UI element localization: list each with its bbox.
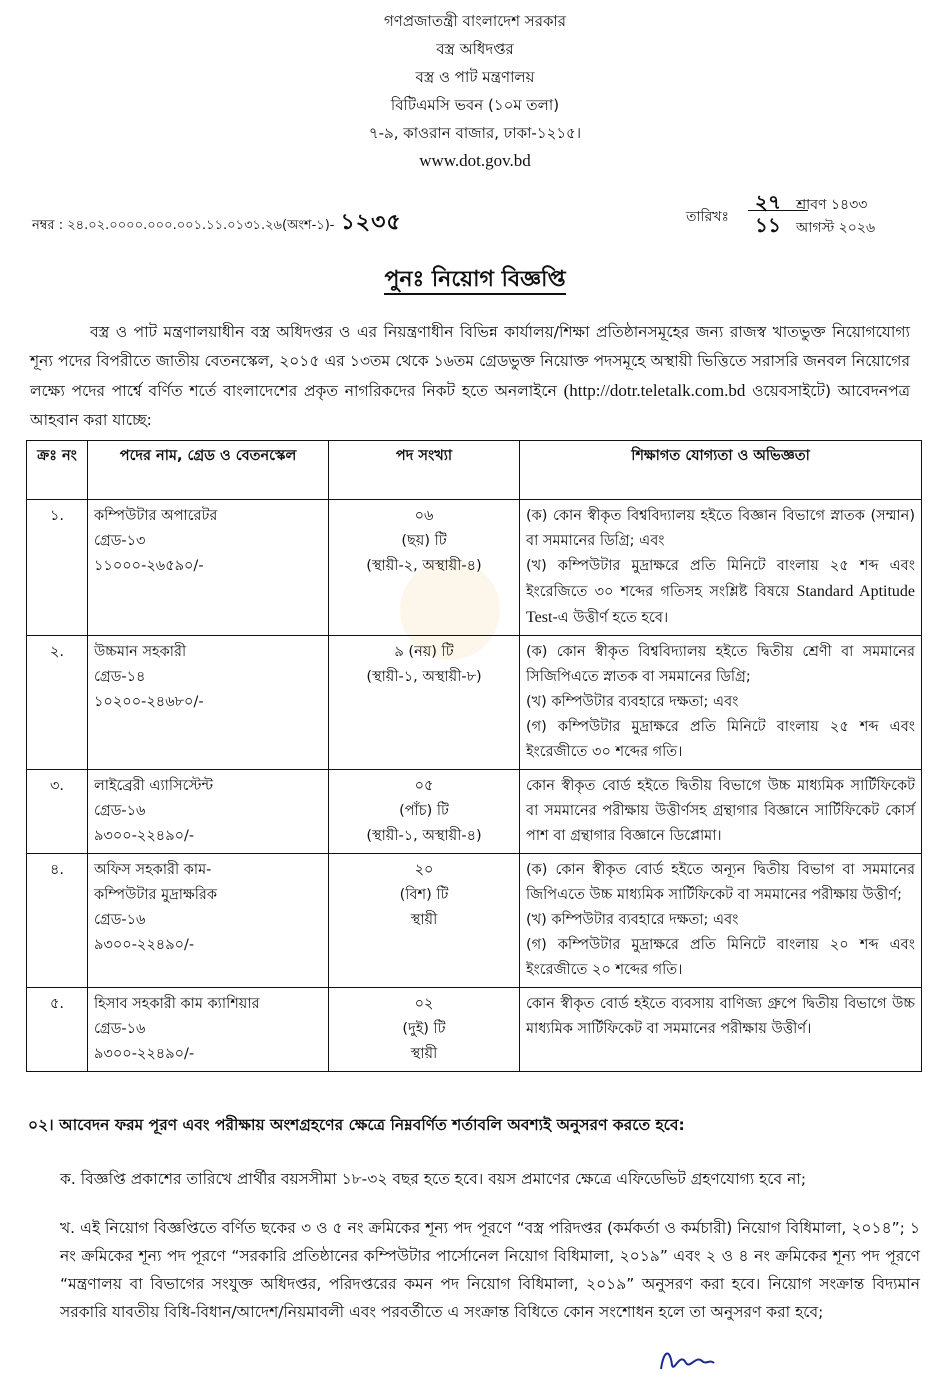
section-2-heading: ০২। আবেদন ফরম পূরণ এবং পরীক্ষায় অংশগ্রহণের ক্ষেত্রে নিম্নবর্ণিত শর্তাবলি অবশ্যই অনুসরণ করতে হবে: (28, 1116, 685, 1134)
notice-title (0, 262, 950, 299)
post-name-line: লাইব্রেরী এ্যাসিস্টেন্ট (94, 778, 213, 794)
condition-ka: ক. বিজ্ঞপ্তি প্রকাশের তারিখে প্রার্থীর বয়সসীমা ১৮-৩২ বছর হতে হবে। বয়স প্রমাণের ক্ষেত্রে এফিডেভিট গ্রহণযোগ্য হবে না; (60, 1170, 807, 1188)
post-name-line: ১০২০০-২৪৬৮০/- (94, 694, 204, 710)
cell-post-count (329, 500, 520, 636)
table-row (27, 636, 922, 770)
qualification-line: (খ) কম্পিউটার ব্যবহারে দক্ষতা; এবং (526, 694, 739, 710)
cell-qualification (520, 988, 922, 1072)
date-block (748, 188, 918, 237)
post-name-line: গ্রেড-১৬ (94, 1021, 146, 1037)
cell-post-name (88, 854, 329, 988)
qualification-line: (খ) কম্পিউটার মুদ্রাক্ষরে প্রতি মিনিটে বাংলায় ২৫ শব্দ এবং ইংরেজিতে ৩০ শব্দের গতিসহ সংশ্লিষ্ট বিষয়ে Standard Aptitude Test-এ উত্তীর্ণ হতে হবে। (526, 558, 916, 626)
qualification-line: (খ) কম্পিউটার ব্যবহারে দক্ষতা; এবং (526, 912, 739, 928)
header-ministry: বস্ত্র ও পাট মন্ত্রণালয় (415, 68, 535, 86)
cell-post-count (329, 988, 520, 1072)
header-serial: ক্রঃ নং (27, 441, 88, 500)
cell-post-name (88, 770, 329, 854)
qualification-line: (ক) কোন স্বীকৃত বিশ্ববিদ্যালয় হইতে বিজ্ঞান বিভাগে স্নাতক (সম্মান) বা সমমানের ডিগ্রি; এবং (526, 508, 915, 549)
reference-number (32, 205, 402, 242)
post-count-line: ৯ (নয়) টি (394, 644, 454, 660)
intro-text: বস্ত্র ও পাট মন্ত্রণালয়াধীন বস্ত্র অধিদপ্তর ও এর নিয়ন্ত্রণাধীন বিভিন্ন কার্যালয়/শিক্ষা প্রতিষ্ঠানসমূহের জন্য রাজস্ব খাতভুক্ত নিয়োগযোগ্য শূন্য পদের বিপরীতে জাতীয় বেতনস্কেল, ২০১৫ এর ১৩তম থেকে ১৬তম গ্রেডভুক্ত নিয়োক্ত পদসমূহে অস্থায়ী ভিত্তিতে সরাসরি জনবল নিয়োগের লক্ষ্যে পদের পার্শ্বে বর্ণিত শর্তে বাংলাদেশের প্রকৃত নাগরিকদের নিকট হতে অনলাইনে (30, 323, 910, 400)
post-count-line: স্থায়ী (410, 912, 438, 928)
header-qualification: শিক্ষাগত যোগ্যতা ও অভিজ্ঞতা (520, 441, 922, 500)
english-month-year: আগস্ট ২০২৬ (796, 220, 876, 236)
header-govt: গণপ্রজাতন্ত্রী বাংলাদেশ সরকার (383, 12, 567, 30)
post-count-line: (স্থায়ী-১, অস্থায়ী-৮) (366, 669, 482, 685)
post-name-line: গ্রেড-১৬ (94, 912, 146, 928)
qualification-line: (ক) কোন স্বীকৃত বিশ্ববিদ্যালয় হইতে দ্বিতীয় শ্রেণী বা সমমানের সিজিপিএতে স্নাতক বা সমমানের ডিগ্রি; (526, 644, 915, 685)
post-count-line: ০৫ (414, 778, 434, 794)
table-row (27, 500, 922, 636)
cell-qualification (520, 500, 922, 636)
cell-post-name (88, 636, 329, 770)
post-name-line: ৯৩০০-২২৪৯০/- (94, 1046, 195, 1062)
post-name-line: হিসাব সহকারী কাম ক্যাশিয়ার (94, 996, 260, 1012)
post-name-line: উচ্চমান সহকারী (94, 644, 187, 660)
header-department: বস্ত্র অধিদপ্তর (436, 40, 514, 58)
post-name-line: ৯৩০০-২২৪৯০/- (94, 828, 195, 844)
post-count-line: (বিশ) টি (399, 887, 449, 903)
english-day: ১১ (755, 213, 781, 237)
post-name-line: কম্পিউটার অপারেটর (94, 508, 218, 524)
post-count-line: (ছয়) টি (401, 533, 447, 549)
post-count-line: ২০ (414, 862, 434, 878)
post-name-line: ৯৩০০-২২৪৯০/- (94, 937, 195, 953)
handwritten-number: ১২৩৫ (340, 210, 402, 235)
post-count-line: (স্থায়ী-১, অস্থায়ী-৪) (366, 828, 482, 844)
post-count-line: স্থায়ী (410, 1046, 438, 1062)
cell-serial: ১. (27, 500, 88, 636)
header-post-count: পদ সংখ্যা (329, 441, 520, 500)
post-count-line: ০২ (414, 996, 434, 1012)
post-name-line: কম্পিউটার মুদ্রাক্ষরিক (94, 887, 217, 903)
reference-number-text: নম্বর : ২৪.০২.০০০০.০০০.০০১.১১.০১৩১.২৬(অংশ-১)- (32, 218, 335, 233)
post-name-line: ১১০০০-২৬৫৯০/- (94, 558, 204, 574)
post-name-line: গ্রেড-১৬ (94, 803, 146, 819)
cell-post-name (88, 500, 329, 636)
signature (656, 1345, 716, 1375)
cell-serial: ৫. (27, 988, 88, 1072)
cell-post-count (329, 770, 520, 854)
post-count-line: ০৬ (414, 508, 434, 524)
date-label: তারিখঃ (686, 209, 729, 225)
cell-serial: ৩. (27, 770, 88, 854)
cell-serial: ২. (27, 636, 88, 770)
post-name-line: অফিস সহকারী কাম- (94, 862, 212, 878)
post-count-line: (পাঁচ) টি (399, 803, 449, 819)
bangla-month-year: শ্রাবণ ১৪৩৩ (796, 197, 868, 213)
post-count-line: (স্থায়ী-২, অস্থায়ী-৪) (366, 558, 482, 574)
post-count-line: (দুই) টি (402, 1021, 446, 1037)
qualification-line: (ক) কোন স্বীকৃত বোর্ড হইতে অন্যূন দ্বিতীয় বিভাগ বা সমমানের জিপিএতে উচ্চ মাধ্যমিক সার্টিফিকেট বা সমমানের পরীক্ষায় উত্তীর্ণ; (526, 862, 915, 903)
table-row (27, 988, 922, 1072)
header-website[interactable]: www.dot.gov.bd (419, 151, 531, 170)
qualification-line: কোন স্বীকৃত বোর্ড হইতে ব্যবসায় বাণিজ্য গ্রুপে দ্বিতীয় বিভাগে উচ্চ মাধ্যমিক সার্টিফিকেট বা সমমানের পরীক্ষায় উত্তীর্ণ। (526, 996, 915, 1037)
cell-post-count (329, 854, 520, 988)
cell-qualification (520, 770, 922, 854)
post-name-line: গ্রেড-১৩ (94, 533, 146, 549)
application-link[interactable]: (http://dotr.teletalk.com.bd (563, 381, 746, 400)
cell-qualification (520, 636, 922, 770)
header-post-name: পদের নাম, গ্রেড ও বেতনস্কেল (88, 441, 329, 500)
post-name-line: গ্রেড-১৪ (94, 669, 146, 685)
cell-post-name (88, 988, 329, 1072)
cell-serial: ৪. (27, 854, 88, 988)
condition-kha: খ. এই নিয়োগ বিজ্ঞপ্তিতে বর্ণিত ছকের ৩ ও ৫ নং ক্রমিকের শূন্য পদ পূরণে “বস্ত্র পরিদপ্তর (কর্মকর্তা ও কর্মচারী) নিয়োগ বিধিমালা, ২০১৪”; ১ নং ক্রমিকের শূন্য পদ পূরণে “সরকারি প্রতিষ্ঠানের কম্পিউটার পার্সোনেল নিয়োগ বিধিমালা, ২০১৯” এবং ২ ও ৪ নং ক্রমিকের শূন্য পদ পূরণে “মন্ত্রণালয় বা বিভাগের সংযুক্ত অধিদপ্তর, পরিদপ্তরের কমন পদ নিয়োগ বিধিমালা, ২০১৯” অনুসরণ করা হবে। নিয়োগ সংক্রান্ত বিদ্যমান সরকারি যাবতীয় বিধি-বিধান/আদেশ/নিয়মাবলী এবং পরবর্তীতে এ সংক্রান্ত বিধিতে কোন সংশোধন হলে তা অনুসরণ করা হবে; (60, 1219, 920, 1321)
post-count-line (335, 690, 513, 715)
qualification-line: (গ) কম্পিউটার মুদ্রাক্ষরে প্রতি মিনিটে বাংলায় ২৫ শব্দ এবং ইংরেজীতে ৩০ শব্দের গতি। (526, 719, 915, 760)
posts-table (26, 440, 922, 1072)
intro-tail: ওয়েবসাইটে) আবেদনপত্র আহবান করা যাচ্ছে: (30, 382, 911, 429)
intro-paragraph (30, 318, 910, 435)
table-header-row (27, 441, 922, 500)
header-address: ৭-৯, কাওরান বাজার, ঢাকা-১২১৫। (368, 124, 582, 142)
table-row (27, 854, 922, 988)
cell-qualification (520, 854, 922, 988)
qualification-line: কোন স্বীকৃত বোর্ড হইতে দ্বিতীয় বিভাগে উচ্চ মাধ্যমিক সার্টিফিকেট বা সমমানের পরীক্ষায় উত্তীর্ণসহ গ্রন্থাগার বিজ্ঞানে সার্টিফিকেট কোর্স পাশ বা গ্রন্থাগার বিজ্ঞানে ডিপ্লোমা। (526, 778, 915, 844)
qualification-line: (গ) কম্পিউটার মুদ্রাক্ষরে প্রতি মিনিটে বাংলায় ২০ শব্দ এবং ইংরেজীতে ২০ শব্দের গতি। (526, 937, 915, 978)
cell-post-count (329, 636, 520, 770)
notice-title-text: পুনঃ নিয়োগ বিজ্ঞপ্তি (384, 267, 565, 295)
header-building: বিটিএমসি ভবন (১০ম তলা) (390, 96, 560, 114)
bangla-day: ২৭ (754, 190, 781, 214)
table-row (27, 770, 922, 854)
